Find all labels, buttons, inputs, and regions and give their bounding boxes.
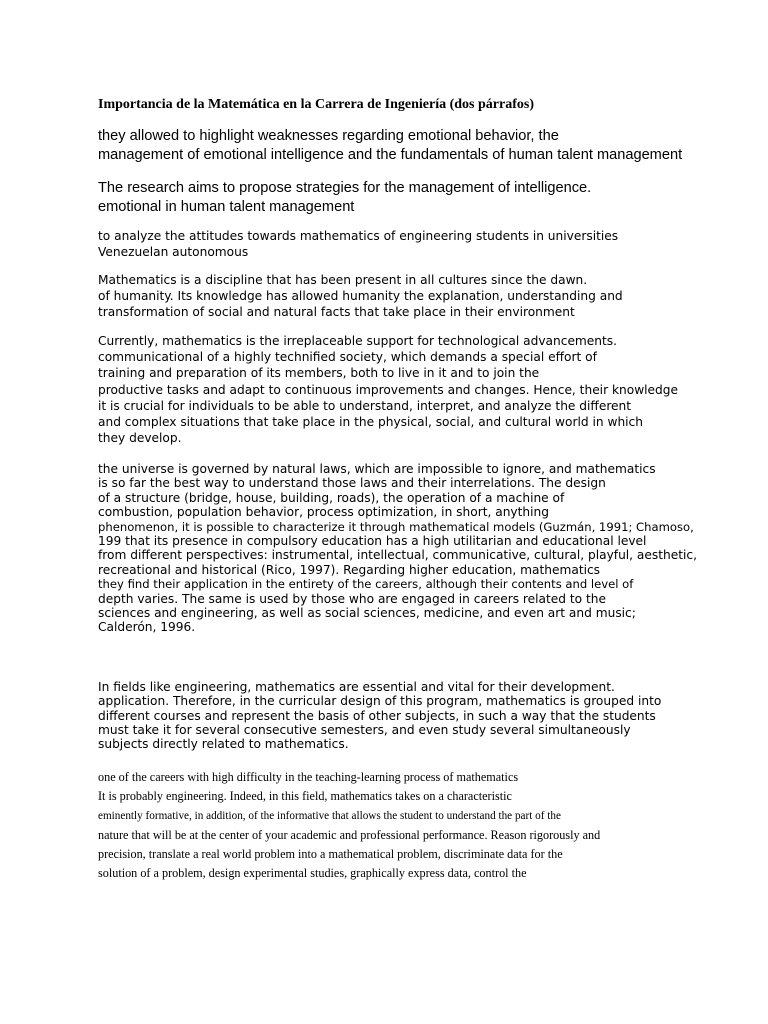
text-line: they allowed to highlight weaknesses regarding emotional behavior, the xyxy=(98,128,559,144)
text-line: productive tasks and adapt to continuous improvements and changes. Hence, their knowledge xyxy=(98,382,679,397)
text-line: from different perspectives: instrumental, intellectual, communicative, cultural, playful, aesthetic, xyxy=(98,548,697,563)
text-line: application. Therefore, in the curricular design of this program, mathematics is grouped into xyxy=(98,694,662,709)
text-line: emotional in human talent management xyxy=(98,199,355,215)
text-line: one of the careers with high difficulty in the teaching-learning process of mathematics xyxy=(98,770,519,784)
text-line: 199 that its presence in compulsory education has a high utilitarian and educational level xyxy=(98,534,647,549)
text-line: the universe is governed by natural laws, which are impossible to ignore, and mathematics xyxy=(98,462,656,476)
text-line: recreational and historical (Rico, 1997). Regarding higher education, mathematics xyxy=(98,562,601,577)
text-line: precision, translate a real world problem into a mathematical problem, discriminate data for the xyxy=(98,847,563,862)
text-line: management of emotional intelligence and the fundamentals of human talent management xyxy=(98,147,683,163)
text-line: must take it for several consecutive semesters, and even study several simultaneously xyxy=(98,722,631,737)
text-line: communicational of a highly technified society, which demands a special effort of xyxy=(98,350,597,365)
text-line: of a structure (bridge, house, building, roads), the operation of a machine of xyxy=(98,490,565,505)
text-line: In fields like engineering, mathematics are essential and vital for their development. xyxy=(98,680,615,694)
text-line: it is crucial for individuals to be able to understand, interpret, and analyze the different xyxy=(98,398,632,413)
text-line: nature that will be at the center of your academic and professional performance. Reason rigorously and xyxy=(98,827,601,842)
text-line: they develop. xyxy=(98,431,182,446)
text-line: Venezuelan autonomous xyxy=(98,245,249,260)
paragraph xyxy=(98,462,697,635)
paragraph xyxy=(98,179,591,217)
paragraph xyxy=(98,680,661,751)
text-line: phenomenon, it is possible to characterize it through mathematical models (Guzmán, 1991; Chamoso, xyxy=(98,519,694,534)
text-line: Mathematics is a discipline that has been present in all cultures since the dawn. xyxy=(98,273,588,287)
text-line: Calderón, 1996. xyxy=(98,620,196,635)
paragraph xyxy=(98,333,678,446)
text-line: combustion, population behavior, process optimization, in short, anything xyxy=(98,505,549,520)
paragraph xyxy=(98,127,682,165)
text-line: to analyze the attitudes towards mathematics of engineering students in universities xyxy=(98,229,619,243)
text-line: depth varies. The same is used by those who are engaged in careers related to the xyxy=(98,591,607,606)
text-line: of humanity. Its knowledge has allowed humanity the explanation, understanding and xyxy=(98,289,623,304)
text-line: Currently, mathematics is the irreplaceable support for technological advancements. xyxy=(98,334,618,348)
text-line: different courses and represent the basis of other subjects, in such a way that the students xyxy=(98,708,656,723)
text-line: sciences and engineering, as well as social sciences, medicine, and even art and music; xyxy=(98,606,636,621)
text-line: is so far the best way to understand those laws and their interrelations. The design xyxy=(98,476,606,491)
text-line: subjects directly related to mathematics. xyxy=(98,737,349,752)
text-line: training and preparation of its members, both to live in it and to join the xyxy=(98,366,540,381)
paragraph xyxy=(98,768,600,884)
text-line: solution of a problem, design experimental studies, graphically express data, control the xyxy=(98,866,527,881)
text-line: eminently formative, in addition, of the informative that allows the student to understand the part of the xyxy=(98,809,561,822)
text-line: transformation of social and natural facts that take place in their environment xyxy=(98,305,575,320)
text-line: and complex situations that take place in the physical, social, and cultural world in which xyxy=(98,415,643,430)
text-line: The research aims to propose strategies for the management of intelligence. xyxy=(98,180,592,196)
document-title: Importancia de la Matemática en la Carrera de Ingeniería (dos párrafos) xyxy=(98,97,534,112)
text-line: they find their application in the entirety of the careers, although their contents and level of xyxy=(98,577,634,592)
paragraph xyxy=(98,228,618,260)
paragraph xyxy=(98,272,623,321)
text-line: It is probably engineering. Indeed, in this field, mathematics takes on a characteristic xyxy=(98,789,512,804)
